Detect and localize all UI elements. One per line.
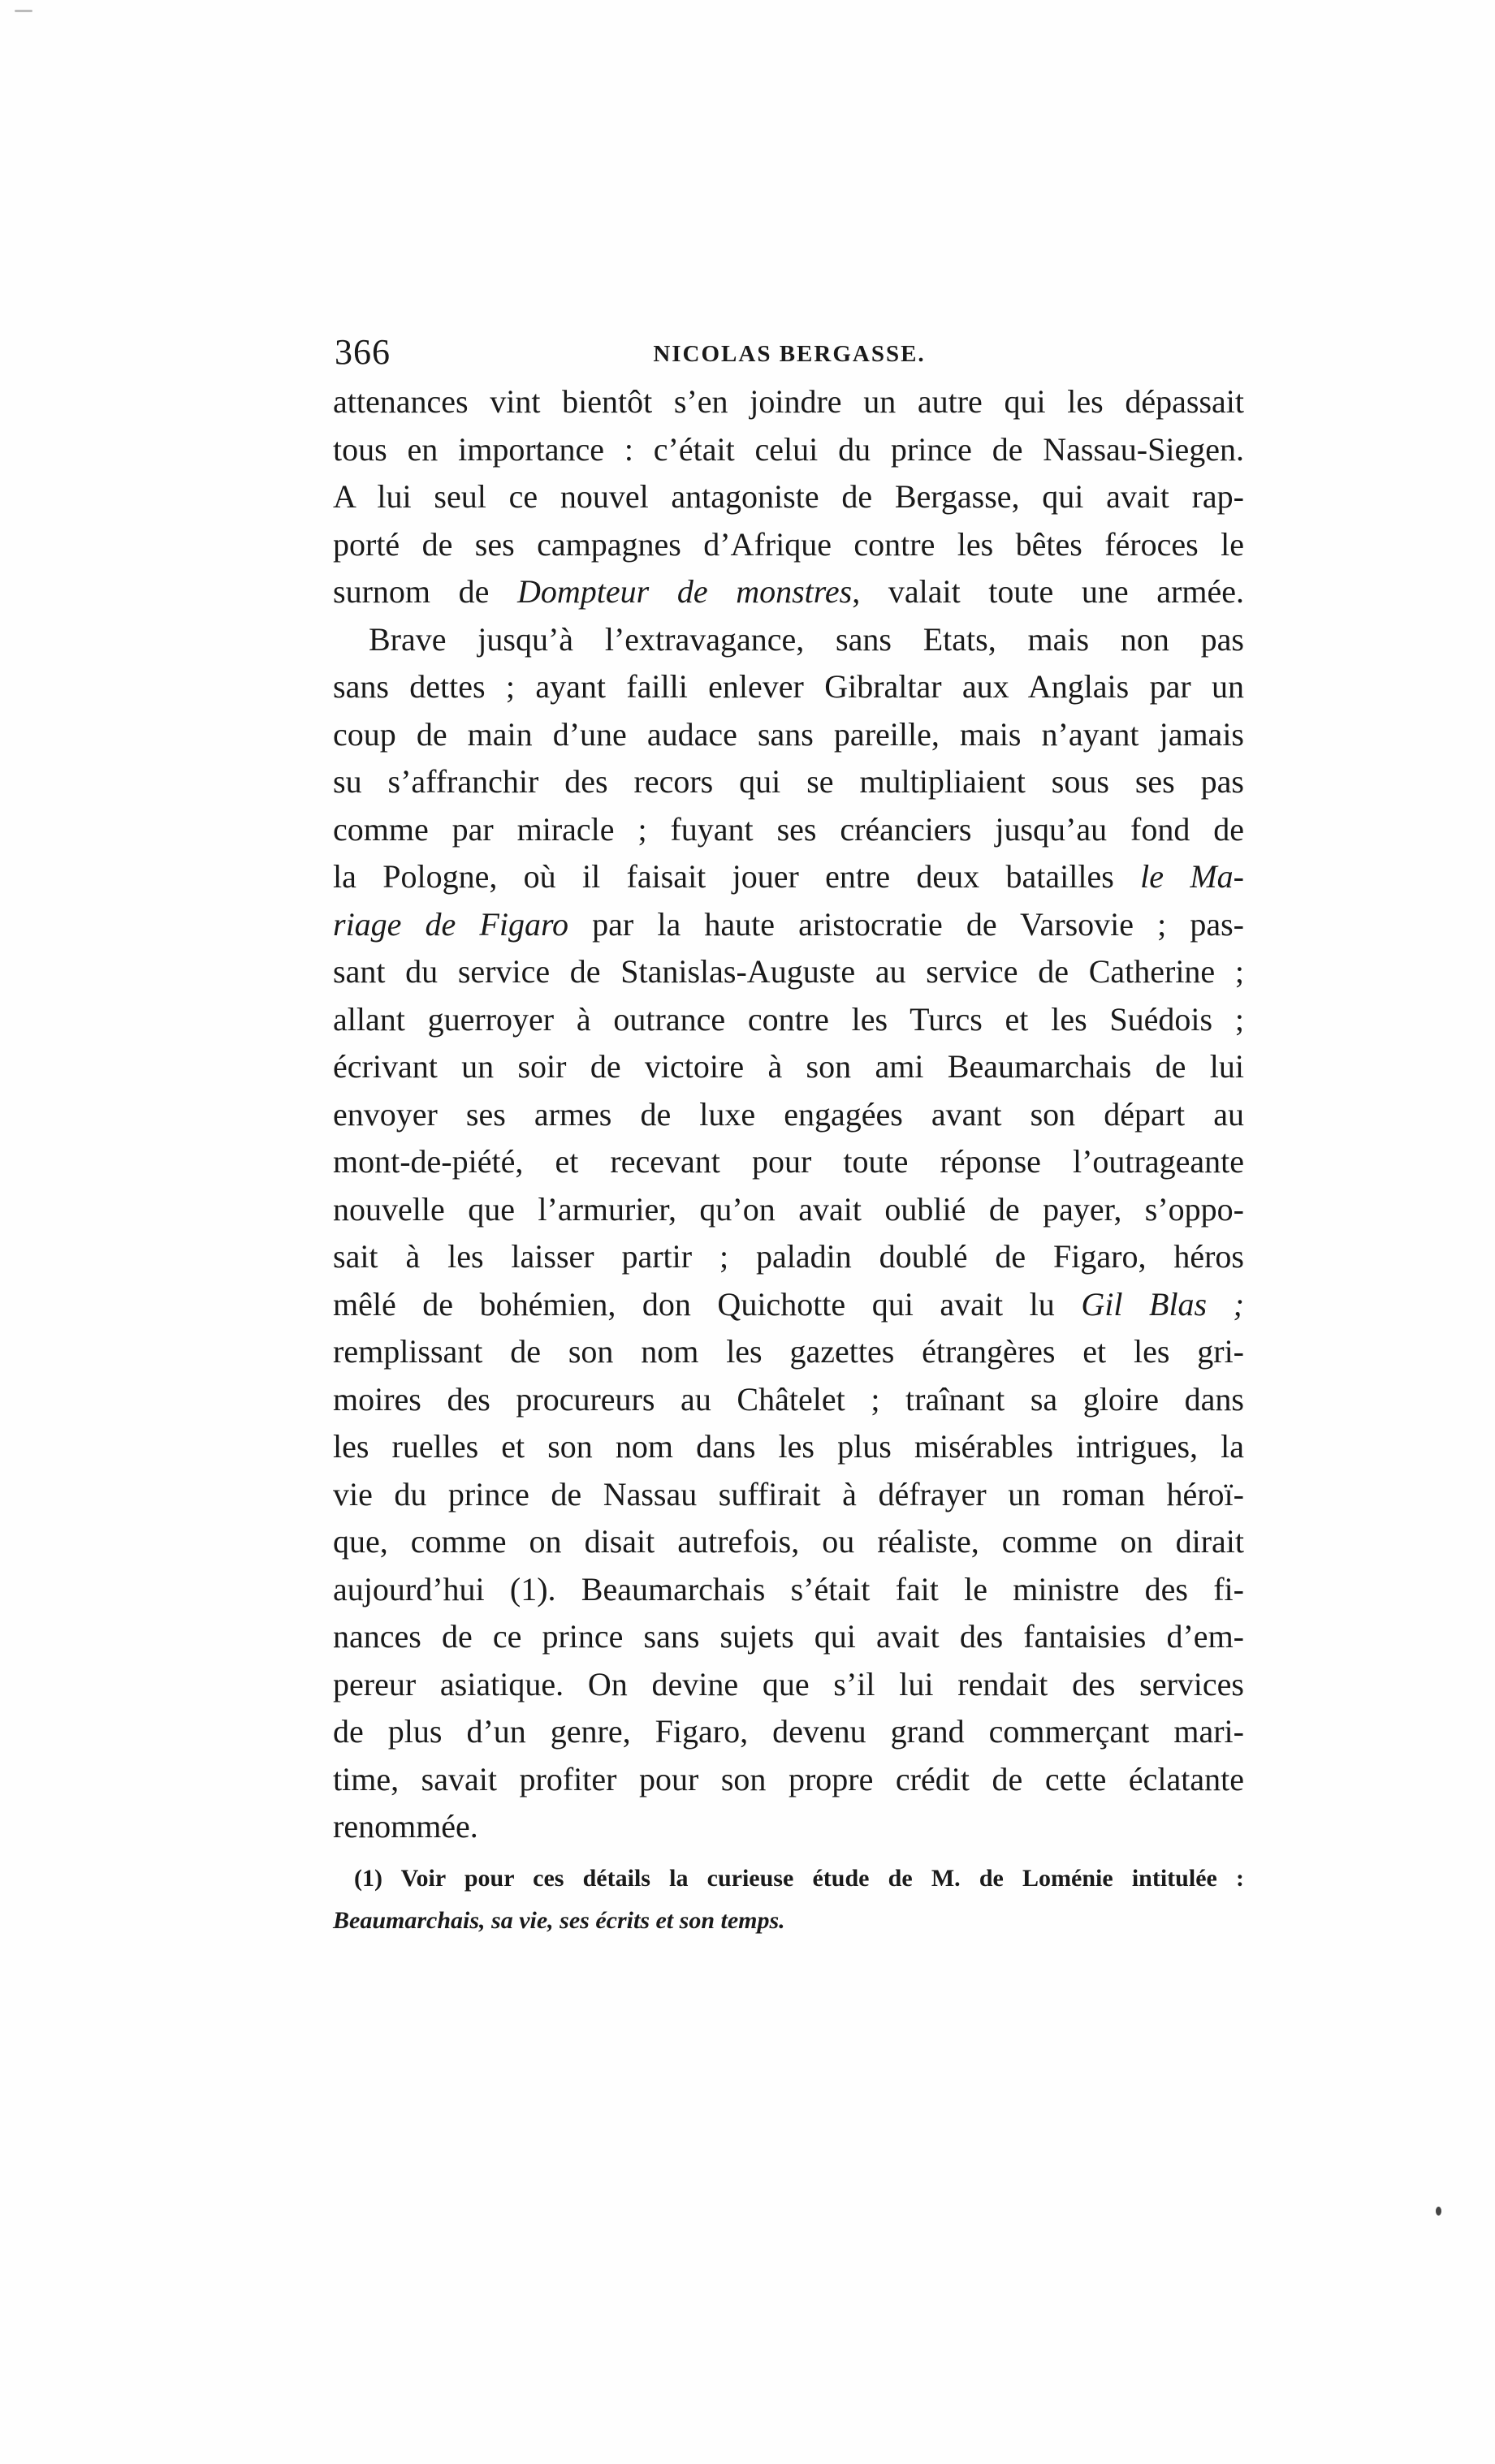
text-line — [333, 853, 1244, 901]
italic-title: Beaumarchais — [333, 1907, 480, 1934]
ink-speck — [1436, 2207, 1441, 2216]
text-line: pereur asiatique. On devine que s’il lui rendait des services — [333, 1665, 1244, 1702]
text-line: remplissant de son nom les gazettes étrangères et les gri- — [333, 1333, 1244, 1370]
text-run: , valait toute une armée. — [852, 573, 1244, 610]
text-line: nouvelle que l’armurier, qu’on avait oublié de payer, s’oppo- — [333, 1190, 1244, 1228]
text-line: Brave jusqu’à l’extravagance, sans Etats, mais non pas — [369, 620, 1244, 658]
text-line: mont-de-piété, et recevant pour toute réponse l’outrageante — [333, 1143, 1244, 1180]
text-line: nances de ce prince sans sujets qui avait des fantaisies d’em- — [333, 1618, 1244, 1655]
text-line: comme par miracle ; fuyant ses créanciers jusqu’au fond de — [333, 810, 1244, 848]
italic-title: le Ma- — [1140, 858, 1245, 895]
text-line: tous en importance : c’était celui du prince de Nassau-Siegen. — [333, 430, 1244, 468]
italic-title: Dompteur de monstres — [517, 573, 853, 610]
text-line: de plus d’un genre, Figaro, devenu grand commerçant mari- — [333, 1713, 1244, 1750]
text-line — [333, 1281, 1244, 1329]
text-line: renommée. — [333, 1808, 478, 1845]
footnote-line — [333, 1900, 1244, 1942]
text-line: que, comme on disait autrefois, ou réaliste, comme on dirait — [333, 1523, 1244, 1560]
text-line: aujourd’hui (1). Beaumarchais s’était fait le ministre des fi- — [333, 1570, 1244, 1607]
text-line: coup de main d’une audace sans pareille, mais n’ayant jamais — [333, 715, 1244, 753]
text-line: les ruelles et son nom dans les plus misérables intrigues, la — [333, 1428, 1244, 1465]
italic-title: sa vie, ses écrits et son temps. — [491, 1907, 785, 1934]
page-header — [335, 328, 1244, 377]
text-line: envoyer ses armes de luxe engagées avant son départ au — [333, 1095, 1244, 1133]
running-title: NICOLAS BERGASSE. — [653, 341, 926, 367]
text-run: surnom de — [333, 573, 518, 610]
text-line: sait à les laisser partir ; paladin doublé de Figaro, héros — [333, 1238, 1244, 1275]
text-run: mêlé de bohémien, don Quichotte qui avait lu — [333, 1285, 1082, 1323]
text-line: moires des procureurs au Châtelet ; traînant sa gloire dans — [333, 1380, 1244, 1418]
text-line: écrivant un soir de victoire à son ami Beaumarchais de lui — [333, 1048, 1244, 1085]
text-line: allant guerroyer à outrance contre les Turcs et les Suédois ; — [333, 1000, 1244, 1038]
body-text — [333, 378, 1244, 1851]
text-line — [333, 901, 1244, 949]
text-line: sans dettes ; ayant failli enlever Gibraltar aux Anglais par un — [333, 668, 1244, 705]
text-line: time, savait profiter pour son propre crédit de cette éclatante — [333, 1760, 1244, 1797]
ink-speck — [15, 10, 32, 12]
text-line: vie du prince de Nassau suffirait à défrayer un roman héroï- — [333, 1475, 1244, 1512]
text-line: su s’affranchir des recors qui se multipliaient sous ses pas — [333, 763, 1244, 800]
footnote-line: (1) Voir pour ces détails la curieuse étude de M. de Loménie intitulée : — [354, 1865, 1244, 1892]
text-line: A lui seul ce nouvel antagoniste de Bergasse, qui avait rap- — [333, 478, 1244, 515]
text-run: la Pologne, où il faisait jouer entre deux batailles — [333, 858, 1141, 895]
text-line: sant du service de Stanislas-Auguste au service de Catherine ; — [333, 953, 1244, 990]
italic-title: Gil Blas ; — [1081, 1285, 1244, 1323]
page-number: 366 — [335, 332, 391, 372]
footnote — [333, 1858, 1244, 1942]
text-line: attenances vint bientôt s’en joindre un autre qui les dépassait — [333, 383, 1244, 420]
text-run: par la haute aristocratie de Varsovie ; pas- — [568, 905, 1244, 943]
text-run: , — [479, 1907, 492, 1934]
text-line: porté de ses campagnes d’Afrique contre les bêtes féroces le — [333, 525, 1244, 563]
italic-title: riage de Figaro — [333, 905, 569, 943]
text-line — [333, 568, 1244, 616]
